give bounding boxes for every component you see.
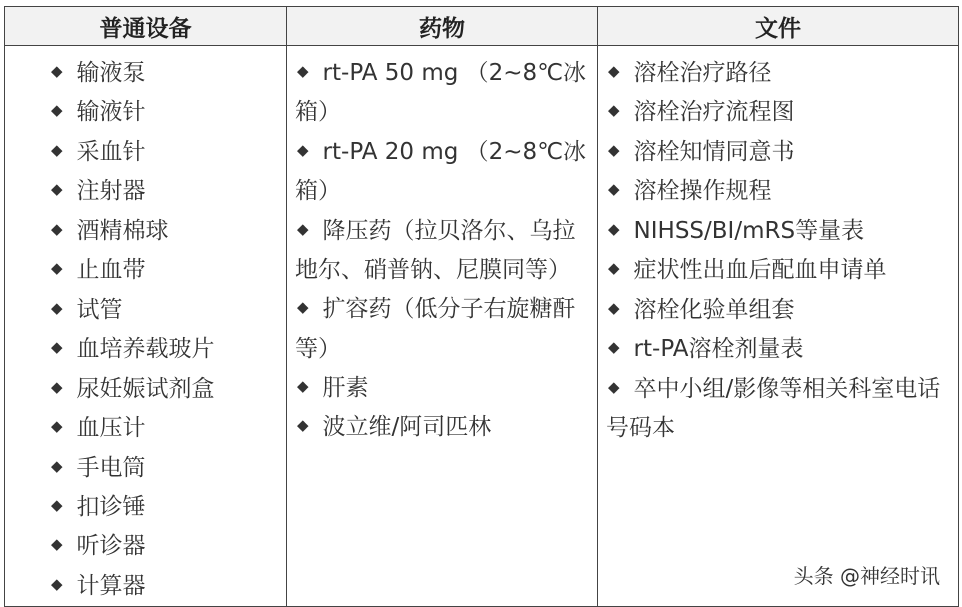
list-item <box>13 212 278 251</box>
list-item-text: 降压药（拉贝洛尔、乌拉地尔、硝普钠、尼膜同等） <box>295 217 576 283</box>
diamond-bullet-icon: ◆ <box>297 140 309 159</box>
list-item-text: 尿妊娠试剂盒 <box>76 375 215 402</box>
list-item <box>295 133 589 212</box>
list-item-text: 采血针 <box>76 139 146 166</box>
list-item <box>13 449 278 488</box>
general-equipment-list <box>13 54 278 606</box>
diamond-bullet-icon: ◆ <box>297 219 309 238</box>
diamond-bullet-icon: ◆ <box>608 219 620 238</box>
diamond-bullet-icon: ◆ <box>608 338 620 357</box>
diamond-bullet-icon: ◆ <box>51 140 63 159</box>
diamond-bullet-icon: ◆ <box>608 62 620 80</box>
list-item-text: 肝素 <box>322 375 369 402</box>
list-item <box>295 408 589 447</box>
list-item <box>606 93 950 132</box>
list-item <box>606 54 950 93</box>
list-item-text: 血压计 <box>76 415 146 442</box>
list-item-text: rt-PA 50 mg （2~8℃冰箱） <box>295 60 587 126</box>
documents-list <box>606 54 950 448</box>
drugs-list <box>295 54 589 448</box>
diamond-bullet-icon: ◆ <box>608 298 620 317</box>
diamond-bullet-icon: ◆ <box>608 377 620 396</box>
list-item <box>13 527 278 566</box>
diamond-bullet-icon: ◆ <box>297 416 309 435</box>
list-item <box>295 212 589 291</box>
diamond-bullet-icon: ◆ <box>51 377 63 396</box>
list-item-text: 卒中小组/影像等相关科室电话号码本 <box>606 375 941 442</box>
list-item-text: 血培养载玻片 <box>76 336 215 363</box>
list-item <box>295 54 589 133</box>
header-drugs: 药物 <box>287 7 598 46</box>
list-item-text: rt-PA 20 mg （2~8℃冰箱） <box>295 138 587 205</box>
list-item-text: rt-PA溶栓剂量表 <box>633 336 804 363</box>
diamond-bullet-icon: ◆ <box>608 140 620 159</box>
list-item <box>13 93 278 132</box>
list-item <box>13 291 278 330</box>
diamond-bullet-icon: ◆ <box>51 574 63 593</box>
list-item-text: 溶栓治疗流程图 <box>633 99 795 126</box>
list-item-text: 注射器 <box>76 178 146 205</box>
list-item-text: 溶栓知情同意书 <box>633 139 795 166</box>
list-item-text: 手电筒 <box>76 454 146 481</box>
list-item-text: 波立维/阿司匹林 <box>322 414 492 441</box>
header-documents: 文件 <box>598 7 959 46</box>
list-item-text: 听诊器 <box>76 533 146 560</box>
diamond-bullet-icon: ◆ <box>51 259 63 278</box>
diamond-bullet-icon: ◆ <box>608 259 620 278</box>
list-item <box>295 290 589 369</box>
diamond-bullet-icon: ◆ <box>51 535 63 554</box>
list-item <box>606 172 950 211</box>
list-item-text: 扣诊锤 <box>76 494 146 521</box>
list-item <box>606 251 950 290</box>
list-item-text: 症状性出血后配血申请单 <box>633 257 887 284</box>
list-item-text: 扩容药（低分子右旋糖酐等） <box>295 296 576 362</box>
list-item <box>606 212 950 251</box>
list-item <box>606 133 950 172</box>
list-item <box>13 409 278 448</box>
watermark: 头条 @神经时讯 <box>792 560 942 589</box>
list-item <box>13 370 278 409</box>
diamond-bullet-icon: ◆ <box>608 180 620 199</box>
list-item <box>606 370 950 449</box>
diamond-bullet-icon: ◆ <box>51 338 63 357</box>
diamond-bullet-icon: ◆ <box>51 180 63 199</box>
list-item <box>13 567 278 606</box>
diamond-bullet-icon: ◆ <box>51 101 63 120</box>
list-item <box>13 133 278 172</box>
list-item-text: 输液针 <box>76 99 146 126</box>
diamond-bullet-icon: ◆ <box>608 101 620 120</box>
diamond-bullet-icon: ◆ <box>51 495 63 514</box>
drugs-cell <box>287 46 598 607</box>
diamond-bullet-icon: ◆ <box>297 298 309 317</box>
diamond-bullet-icon: ◆ <box>51 219 63 238</box>
list-item-text: 止血带 <box>76 257 146 284</box>
list-item-text: 溶栓化验单组套 <box>633 296 795 323</box>
diamond-bullet-icon: ◆ <box>297 62 309 80</box>
list-item-text: 计算器 <box>76 573 146 600</box>
list-item <box>606 291 950 330</box>
body-row <box>5 46 959 607</box>
list-item <box>295 369 589 408</box>
list-item <box>13 488 278 527</box>
list-item-text: 溶栓操作规程 <box>633 178 772 205</box>
list-item-text: 试管 <box>76 296 123 323</box>
list-item <box>606 330 950 369</box>
list-item <box>13 172 278 211</box>
supplies-table <box>4 6 959 607</box>
list-item-text: NIHSS/BI/mRS等量表 <box>633 217 865 244</box>
list-item <box>13 330 278 369</box>
diamond-bullet-icon: ◆ <box>51 62 63 80</box>
header-general-equipment: 普通设备 <box>5 7 287 46</box>
documents-cell <box>598 46 959 607</box>
list-item <box>13 251 278 290</box>
diamond-bullet-icon: ◆ <box>297 377 309 395</box>
diamond-bullet-icon: ◆ <box>51 417 63 436</box>
diamond-bullet-icon: ◆ <box>51 456 63 475</box>
diamond-bullet-icon: ◆ <box>51 298 63 317</box>
list-item <box>13 54 278 93</box>
header-row <box>5 7 959 46</box>
list-item-text: 输液泵 <box>76 60 146 87</box>
list-item-text: 酒精棉球 <box>76 217 169 244</box>
list-item-text: 溶栓治疗路径 <box>633 60 772 87</box>
general-equipment-cell <box>5 46 287 607</box>
